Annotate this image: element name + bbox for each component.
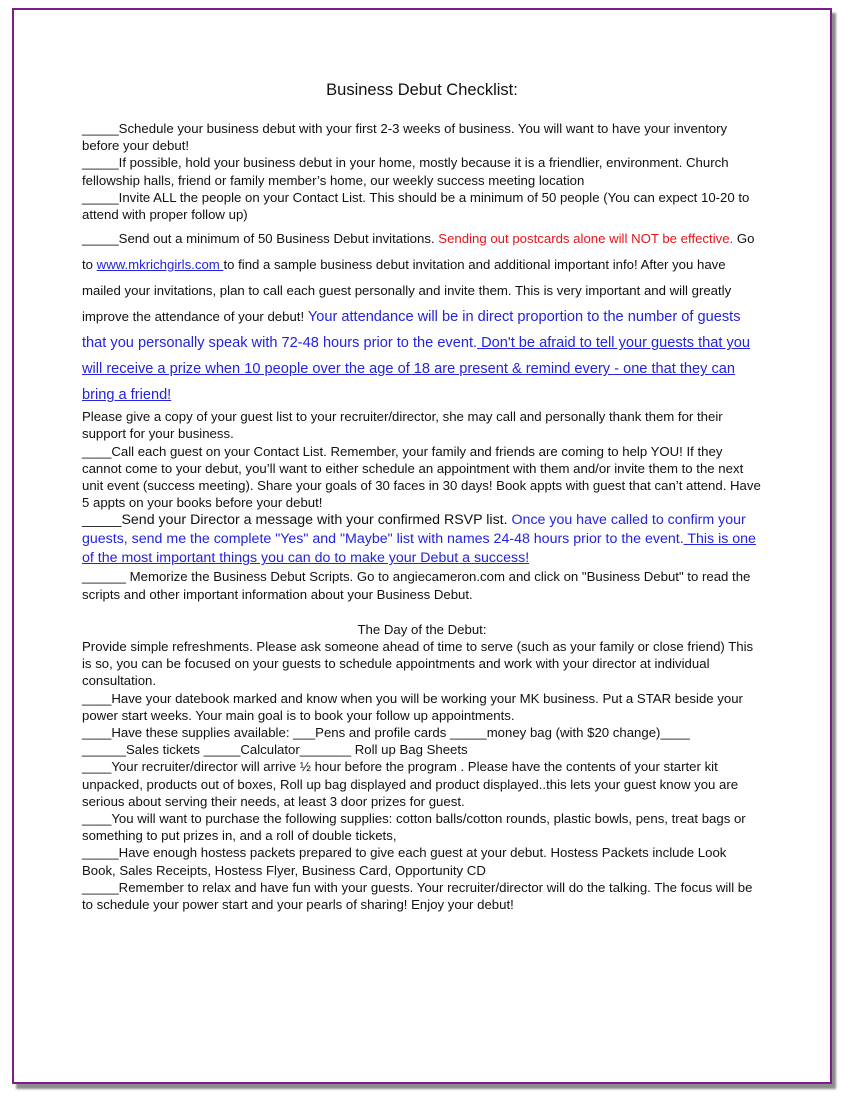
item-director [82, 511, 762, 568]
postcards-warning: Sending out postcards alone will NOT be effective. [438, 231, 734, 247]
item-call: ____Call each guest on your Contact List. Remember, your family and friends are coming to help YOU! If they cannot come to your debut, you’ll want to either schedule an appointment with them and/or invite them to the next unit event (success meeting). Share your goals of 30 faces in 30 days! Book appts with guest that can’t attend. Have 5 appts on your books before your debut! [82, 443, 761, 511]
prize-note: Don't be afraid to tell your guests that you will receive a prize when 10 people over the age of 18 are present & remind every - one that they can bring a friend! [82, 335, 751, 404]
day-item-relax: _____Remember to relax and have fun with your guests. Your recruiter/director will do the talking. The focus will be to schedule your power start and your pearls of sharing! Enjoy your debut! [82, 879, 753, 913]
day-item-hostess: _____Have enough hostess packets prepared to give each guest at your debut. Hostess Packets include Look Book, Sales Receipts, Hostess Flyer, Business Card, Opportunity CD [82, 845, 727, 878]
page-title: Business Debut Checklist: [326, 81, 518, 99]
item-home: _____If possible, hold your business debut in your home, mostly because it is a friendlier, environment. Church fellowship halls, friend or family member’s home, our weekly success meeting location [82, 155, 729, 188]
day-item-supplies-2: ______Sales tickets _____Calculator_______ Roll up Bag Sheets [82, 742, 468, 758]
item-memorize: ______ Memorize the Business Debut Scripts. Go to angiecameron.com and click on "Business Debut" to read the scripts and other important information about your Business Debut. [82, 569, 751, 602]
success-note: This is one of the most important things you can do to make your Debut a success! [82, 531, 756, 567]
document-page [12, 8, 832, 1084]
checklist-content [82, 80, 762, 913]
confirm-note: Once you have called to confirm your guests, send me the complete "Yes" and "Maybe" list with names 24-48 hours prior to the event. [82, 512, 746, 548]
day-heading: The Day of the Debut: [357, 621, 487, 637]
goto-text: Go to [82, 231, 755, 273]
attendance-note: Your attendance will be in direct proportion to the number of guests that you personally speak with 72-48 hours prior to the event. [82, 309, 741, 352]
day-item-refreshments: Provide simple refreshments. Please ask someone ahead of time to serve (such as your family or close friend) This is so, you can be focused on your guests to schedule appointments and work with your director at individual consultation. [82, 639, 754, 689]
invitations-rest: to find a sample business debut invitation and additional important info! After you have mailed your invitations, plan to call each guest personally and invite them. This is very important and will greatly improve the attendance of your debut! [82, 257, 732, 325]
day-item-datebook: ____Have your datebook marked and know when you will be working your MK business. Put a STAR beside your power start weeks. Your main goal is to book your follow up appointments. [82, 690, 743, 723]
day-item-purchase: ____You will want to purchase the following supplies: cotton balls/cotton rounds, plastic bowls, pens, treat bags or something to put prizes in, and a roll of double tickets, [82, 811, 746, 844]
day-item-arrive: ____Your recruiter/director will arrive ½ hour before the program . Please have the contents of your starter kit unpacked, products out of boxes, Roll up bag displayed and product displayed..this lets your guest know you are serious about serving their needs, at least 3 door prizes for guest. [82, 759, 739, 809]
director-text: _____Send your Director a message with your confirmed RSVP list. [82, 512, 512, 529]
item-guest-list: Please give a copy of your guest list to your recruiter/director, she may call and personally thank them for their support for your business. [82, 409, 723, 442]
item-schedule: _____Schedule your business debut with your first 2-3 weeks of business. You will want to have your inventory before your debut! [82, 121, 728, 154]
item-invite: _____Invite ALL the people on your Contact List. This should be a minimum of 50 people (You can expect 10-20 to attend with proper follow up) [82, 189, 750, 223]
website-link[interactable]: www.mkrichgirls.com [96, 257, 224, 273]
invitations-text: _____Send out a minimum of 50 Business Debut invitations. [82, 231, 439, 247]
day-item-supplies: ____Have these supplies available: ___Pens and profile cards _____money bag (with $20 change)____ [82, 725, 690, 741]
item-invitations [82, 226, 762, 408]
